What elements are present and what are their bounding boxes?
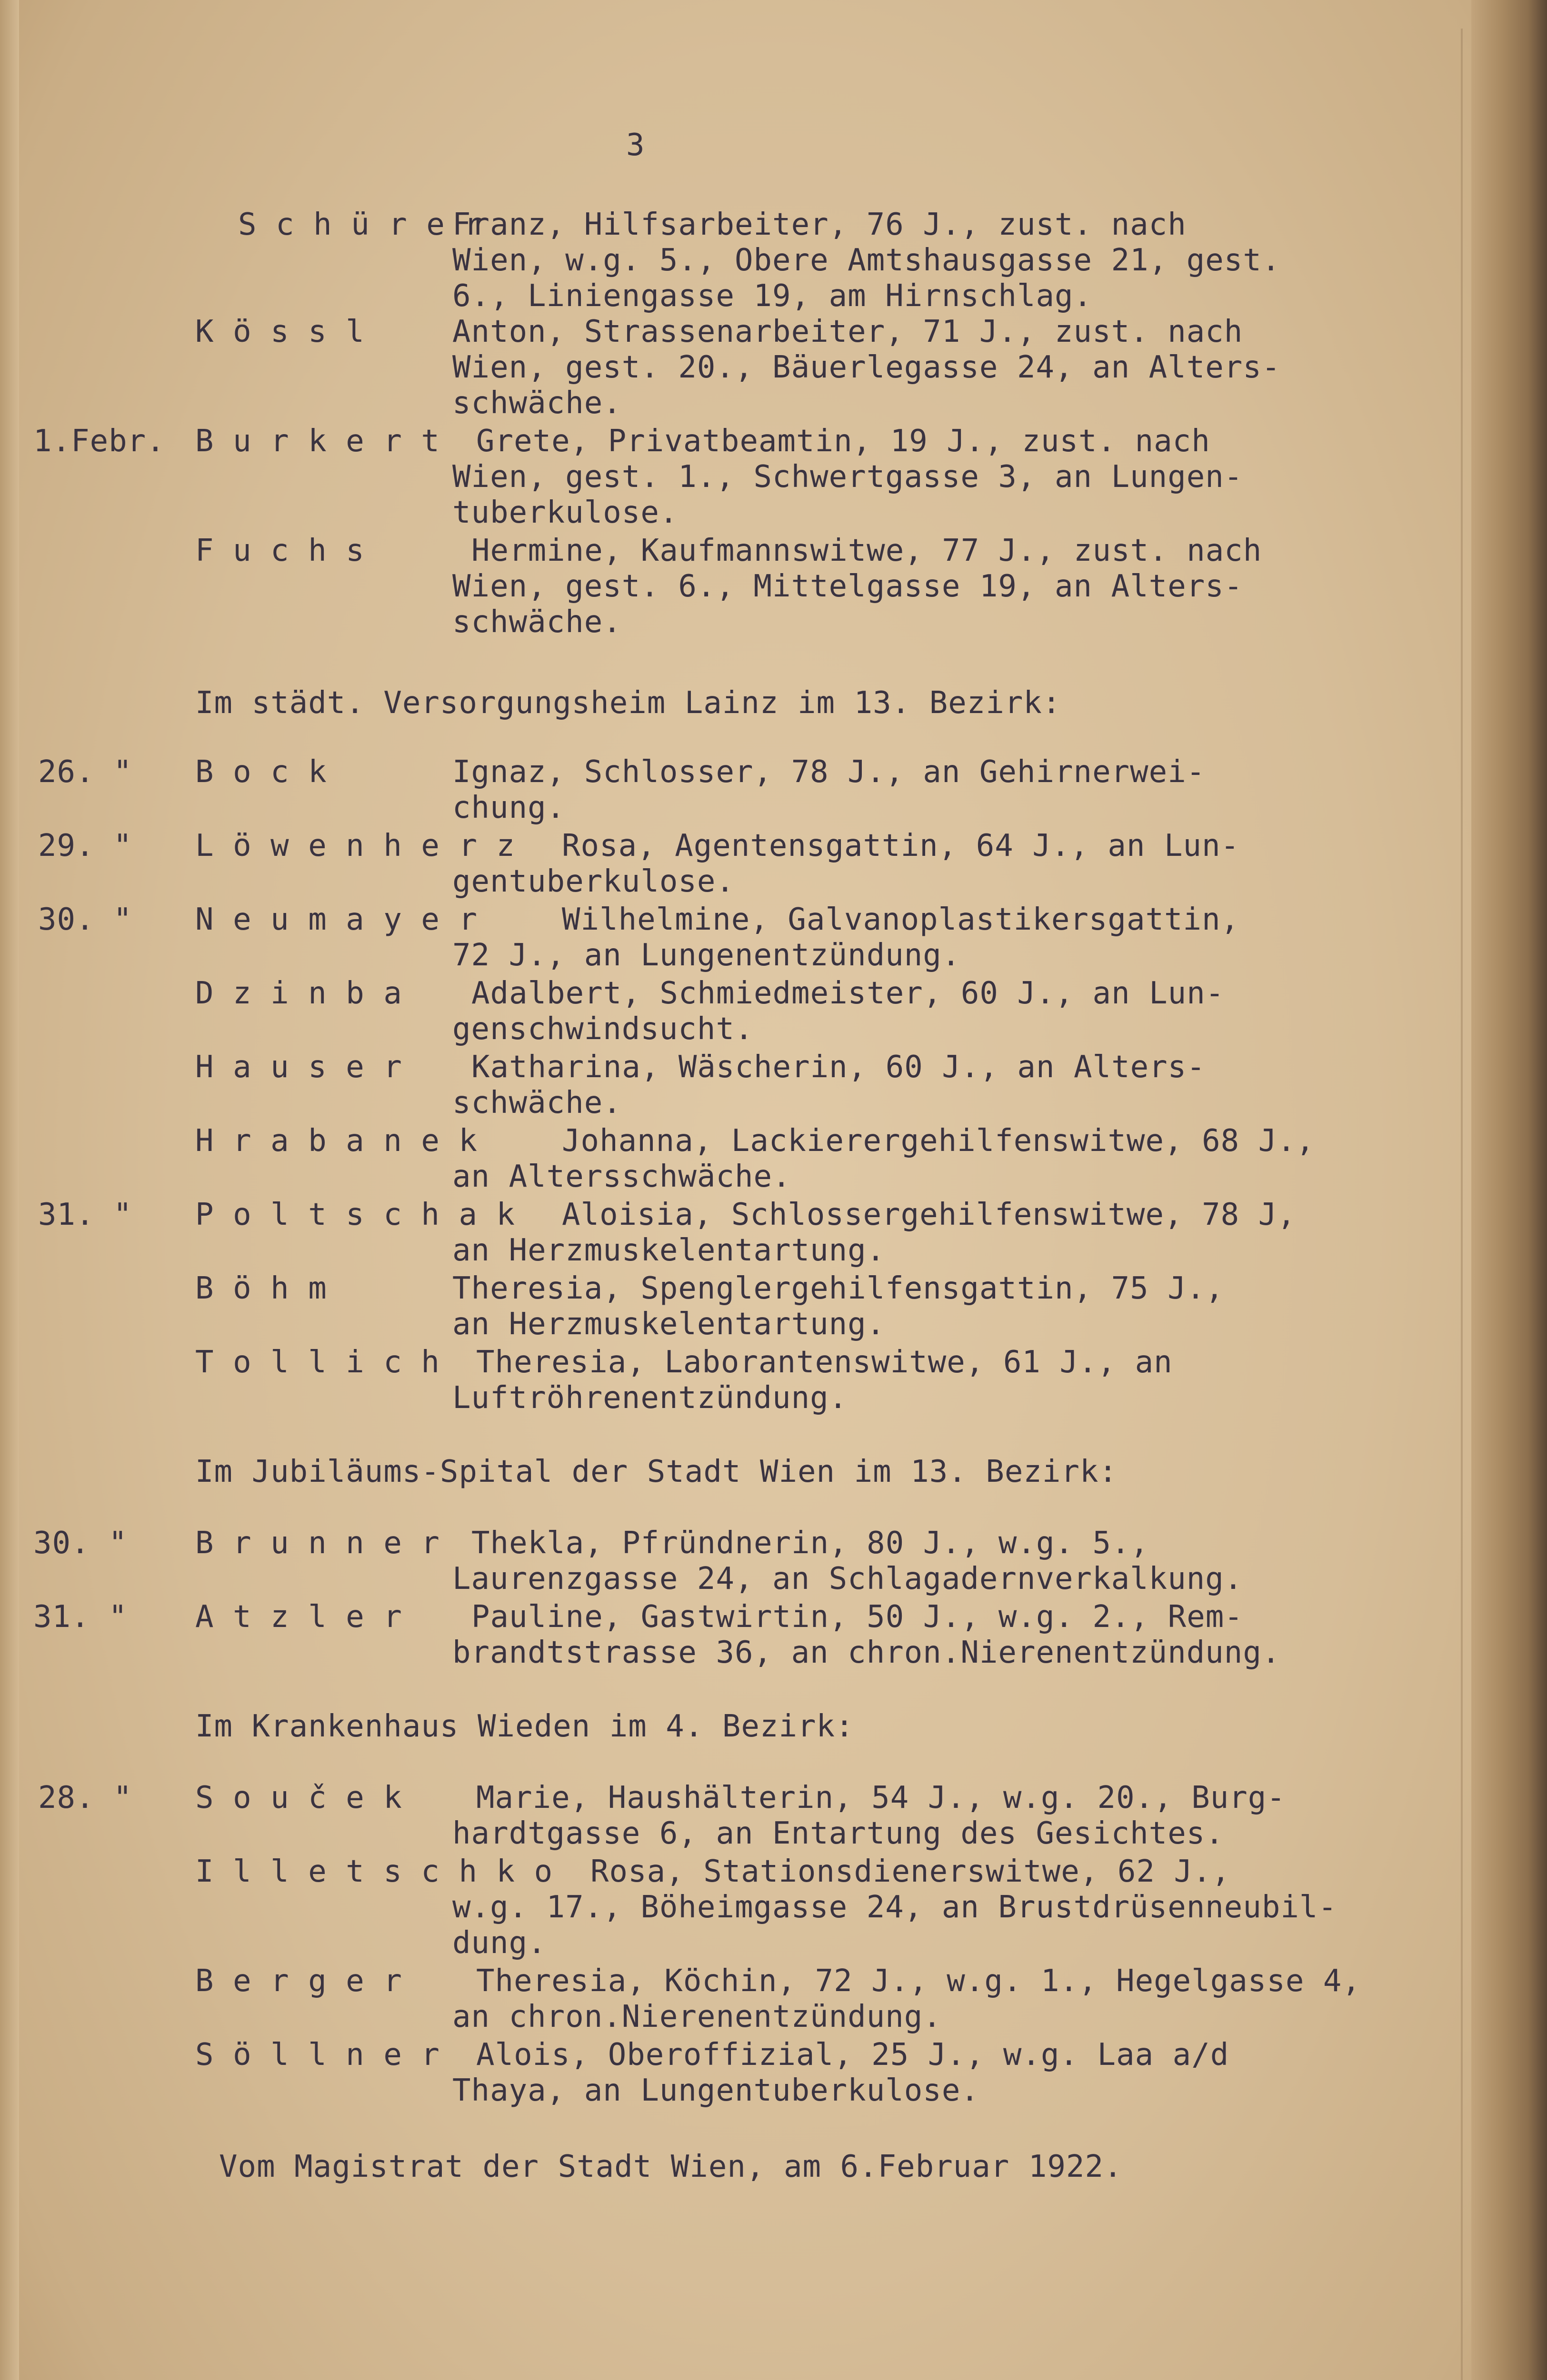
entry-line: Alois, Oberoffizial, 25 J., w.g. Laa a/d	[476, 2037, 1229, 2073]
entry-date: 29. "	[38, 828, 132, 863]
section-heading: Im städt. Versorgungsheim Lainz im 13. Bezirk:	[195, 685, 1061, 721]
entry-name: B r u n n e r	[195, 1526, 440, 1561]
entry-name: I l l e t s c h k o	[195, 1854, 553, 1889]
entry-line: w.g. 17., Böheimgasse 24, an Brustdrüsenneubil-	[452, 1890, 1337, 1925]
entry-line: Wien, gest. 6., Mittelgasse 19, an Alters-	[452, 569, 1243, 604]
entry-line: Grete, Privatbeamtin, 19 J., zust. nach	[476, 424, 1210, 459]
entry-line: Rosa, Stationsdienerswitwe, 62 J.,	[590, 1854, 1231, 1889]
entry-name: T o l l i c h	[195, 1345, 440, 1380]
page-number: 3	[626, 128, 645, 163]
entry-line: an chron.Nierenentzündung.	[452, 1999, 942, 2034]
entry-line: Theresia, Laborantenswitwe, 61 J., an	[476, 1345, 1173, 1380]
entry-line: Wien, w.g. 5., Obere Amtshausgasse 21, gest.	[452, 243, 1281, 278]
entry-date: 26. "	[38, 754, 132, 790]
entry-line: Pauline, Gastwirtin, 50 J., w.g. 2., Rem-	[471, 1599, 1243, 1635]
entry-line: Wien, gest. 1., Schwertgasse 3, an Lungen-	[452, 459, 1243, 495]
entry-line: Hermine, Kaufmannswitwe, 77 J., zust. nach	[471, 533, 1262, 568]
entry-name: P o l t s c h a k	[195, 1197, 516, 1232]
section-heading: Im Jubiläums-Spital der Stadt Wien im 13. Bezirk:	[195, 1454, 1118, 1489]
entry-name: F u c h s	[195, 533, 365, 568]
entry-name: A t z l e r	[195, 1599, 402, 1635]
entry-line: Aloisia, Schlossergehilfenswitwe, 78 J,	[562, 1197, 1296, 1232]
entry-name: B ö h m	[195, 1271, 327, 1306]
entry-line: gentuberkulose.	[452, 864, 735, 899]
entry-name: B o c k	[195, 754, 327, 790]
entry-line: 72 J., an Lungenentzündung.	[452, 938, 961, 973]
entry-line: Franz, Hilfsarbeiter, 76 J., zust. nach	[452, 207, 1187, 242]
entry-name: K ö s s l	[195, 314, 365, 349]
entry-line: Marie, Haushälterin, 54 J., w.g. 20., Burg-	[476, 1780, 1286, 1815]
entry-line: tuberkulose.	[452, 495, 679, 530]
entry-line: Adalbert, Schmiedmeister, 60 J., an Lun-	[471, 976, 1225, 1011]
page-edge-line	[1461, 29, 1463, 2380]
entry-line: Wilhelmine, Galvanoplastikersgattin,	[562, 902, 1240, 937]
entry-line: 6., Liniengasse 19, am Hirnschlag.	[452, 278, 1093, 314]
entry-date: 1.Febr.	[33, 424, 165, 459]
section-heading: Im Krankenhaus Wieden im 4. Bezirk:	[195, 1709, 854, 1744]
entry-line: Anton, Strassenarbeiter, 71 J., zust. nach	[452, 314, 1243, 349]
entry-line: Wien, gest. 20., Bäuerlegasse 24, an Alters-	[452, 350, 1281, 385]
entry-name: S o u č e k	[195, 1780, 402, 1815]
entry-name: B e r g e r	[195, 1964, 402, 1999]
entry-name: N e u m a y e r	[195, 902, 478, 937]
entry-name: S ö l l n e r	[195, 2037, 440, 2073]
entry-line: schwäche.	[452, 1085, 622, 1121]
entry-line: an Altersschwäche.	[452, 1159, 791, 1194]
entry-name: B u r k e r t	[195, 424, 440, 459]
entry-line: an Herzmuskelentartung.	[452, 1307, 886, 1342]
entry-name: S c h ü r e r	[238, 207, 483, 242]
entry-line: an Herzmuskelentartung.	[452, 1233, 886, 1268]
left-gutter	[0, 0, 19, 2380]
entry-name: H a u s e r	[195, 1050, 402, 1085]
entry-name: L ö w e n h e r z	[195, 828, 516, 863]
entry-line: brandtstrasse 36, an chron.Nierenentzündung.	[452, 1635, 1281, 1670]
entry-date: 30. "	[33, 1526, 128, 1561]
entry-name: H r a b a n e k	[195, 1123, 478, 1159]
entry-line: schwäche.	[452, 605, 622, 640]
entry-line: dung.	[452, 1925, 547, 1961]
entry-line: chung.	[452, 790, 566, 825]
entry-line: Thekla, Pfründnerin, 80 J., w.g. 5.,	[471, 1526, 1149, 1561]
entry-line: Thaya, an Lungentuberkulose.	[452, 2073, 979, 2108]
entry-line: schwäche.	[452, 386, 622, 421]
entry-date: 30. "	[38, 902, 132, 937]
footer-signature: Vom Magistrat der Stadt Wien, am 6.Februar 1922.	[219, 2149, 1123, 2184]
entry-line: Laurenzgasse 24, an Schlagadernverkalkung.	[452, 1561, 1243, 1597]
entry-date: 31. "	[33, 1599, 128, 1635]
entry-line: Katharina, Wäscherin, 60 J., an Alters-	[471, 1050, 1206, 1085]
entry-name: D z i n b a	[195, 976, 402, 1011]
entry-line: Theresia, Spenglergehilfensgattin, 75 J.,	[452, 1271, 1224, 1306]
entry-line: Luftröhrenentzündung.	[452, 1380, 848, 1416]
entry-line: Johanna, Lackierergehilfenswitwe, 68 J.,	[562, 1123, 1315, 1159]
entry-line: Ignaz, Schlosser, 78 J., an Gehirnerwei-	[452, 754, 1206, 790]
entry-line: genschwindsucht.	[452, 1012, 754, 1047]
book-spine	[1471, 0, 1547, 2380]
entry-date: 31. "	[38, 1197, 132, 1232]
entry-line: hardtgasse 6, an Entartung des Gesichtes.	[452, 1816, 1224, 1851]
entry-line: Rosa, Agentensgattin, 64 J., an Lun-	[562, 828, 1240, 863]
entry-date: 28. "	[38, 1780, 132, 1815]
entry-line: Theresia, Köchin, 72 J., w.g. 1., Hegelgasse 4,	[476, 1964, 1361, 1999]
